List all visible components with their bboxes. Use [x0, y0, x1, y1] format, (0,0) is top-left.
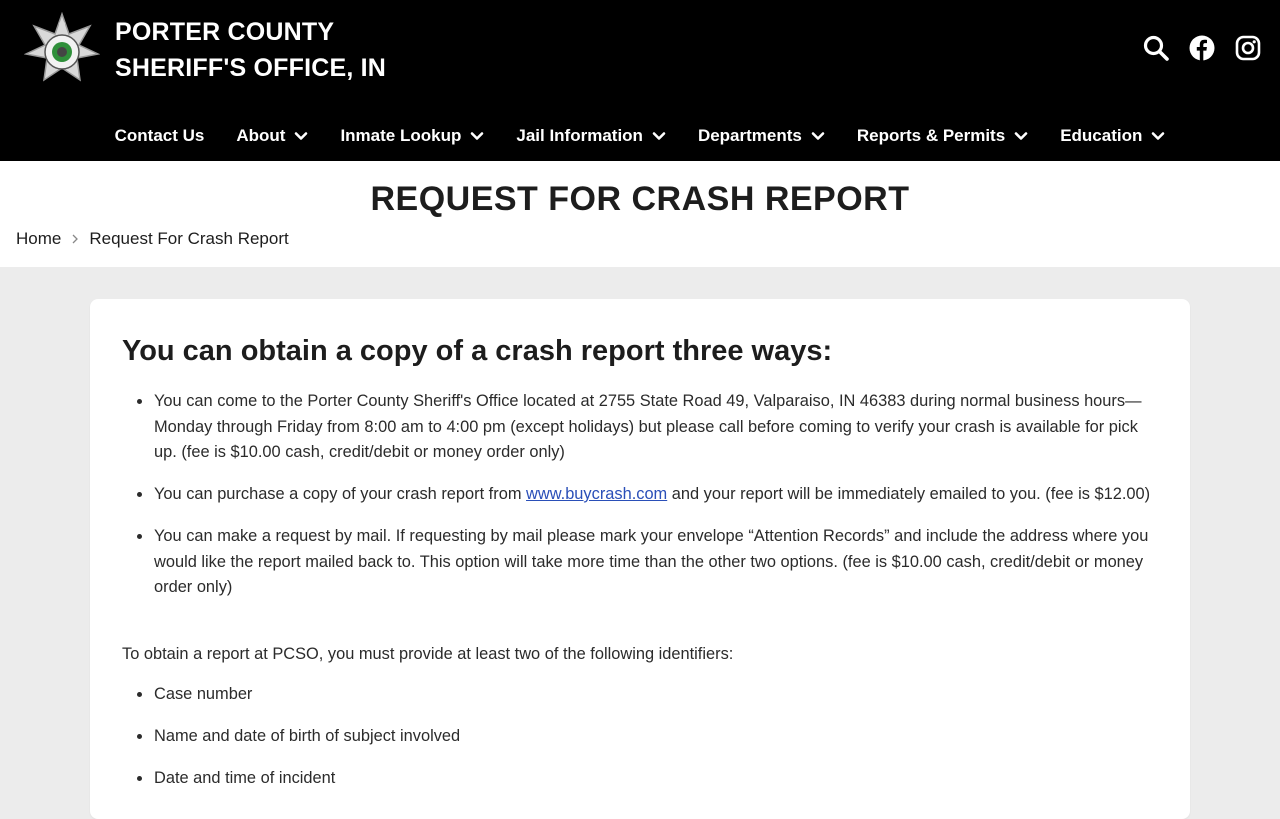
- nav-item-contact-us[interactable]: [99, 118, 221, 154]
- page-title: REQUEST FOR CRASH REPORT: [370, 180, 910, 218]
- chevron-down-icon: [811, 129, 825, 143]
- chevron-down-icon: [470, 129, 484, 143]
- nav-item-education[interactable]: [1044, 118, 1181, 154]
- nav-item-about[interactable]: [220, 118, 324, 154]
- nav-item-label: Reports & Permits: [856, 126, 1006, 145]
- site-header: [0, 0, 1280, 161]
- nav-item-label: Departments: [697, 126, 802, 145]
- sheriff-badge-logo[interactable]: [24, 12, 100, 86]
- nav-item-label: About: [236, 126, 286, 145]
- site-title-line2: SHERIFF'S OFFICE, IN: [115, 54, 387, 82]
- ways-list: [154, 389, 1164, 617]
- chevron-down-icon: [294, 129, 308, 143]
- search-icon[interactable]: [1142, 34, 1170, 62]
- list-item: [154, 482, 1164, 508]
- list-item-text: and your report will be immediately emailed to you. (fee is $12.00): [667, 485, 1151, 503]
- site-title-line1: PORTER COUNTY: [115, 18, 335, 46]
- nav-item-label: Jail Information: [516, 126, 643, 145]
- list-item: Date and time of incident: [154, 766, 460, 791]
- identifiers-intro: To obtain a report at PCSO, you must provide at least two of the following identifiers:: [122, 645, 734, 663]
- nav-item-label: Education: [1060, 126, 1143, 145]
- list-item: Case number: [154, 682, 460, 707]
- content-card: [90, 299, 1190, 819]
- breadcrumb-home-link[interactable]: Home: [16, 229, 62, 248]
- breadcrumb: [16, 229, 289, 249]
- nav-item-label: Contact Us: [114, 126, 205, 145]
- list-item-text: You can purchase a copy of your crash report from: [154, 485, 527, 503]
- site-title[interactable]: [115, 14, 386, 86]
- nav-item-jail-information[interactable]: [500, 118, 682, 154]
- facebook-icon[interactable]: [1188, 34, 1216, 62]
- identifiers-list: [154, 682, 460, 808]
- chevron-down-icon: [1151, 129, 1165, 143]
- nav-item-label: Inmate Lookup: [340, 126, 462, 145]
- nav-item-departments[interactable]: [682, 118, 841, 154]
- nav-item-inmate-lookup[interactable]: [324, 118, 500, 154]
- chevron-down-icon: [1014, 129, 1028, 143]
- header-icons: [1142, 34, 1262, 62]
- main-nav: [0, 118, 1280, 154]
- buycrash-link[interactable]: www.buycrash.com: [526, 485, 668, 503]
- list-item: Name and date of birth of subject involved: [154, 724, 460, 749]
- content-heading: You can obtain a copy of a crash report three ways:: [122, 335, 833, 367]
- instagram-icon[interactable]: [1234, 34, 1262, 62]
- chevron-down-icon: [652, 129, 666, 143]
- list-item: You can come to the Porter County Sheriff's Office located at 2755 State Road 49, Valparaiso, IN 46383 during normal business hours—Monday through Friday from 8:00 am to 4:00 pm (except holidays) but please call before coming to verify your crash is available for pick up. (fee is $10.00 cash, credit/debit or money order only): [154, 389, 1164, 466]
- list-item: You can make a request by mail. If requesting by mail please mark your envelope “Attention Records” and include the address where you would like the report mailed back to. This option will take more time than the other two options. (fee is $10.00 cash, credit/debit or money order only): [154, 524, 1164, 601]
- breadcrumb-current: Request For Crash Report: [89, 229, 289, 248]
- nav-item-reports-permits[interactable]: [841, 118, 1044, 154]
- chevron-right-icon: [71, 234, 79, 244]
